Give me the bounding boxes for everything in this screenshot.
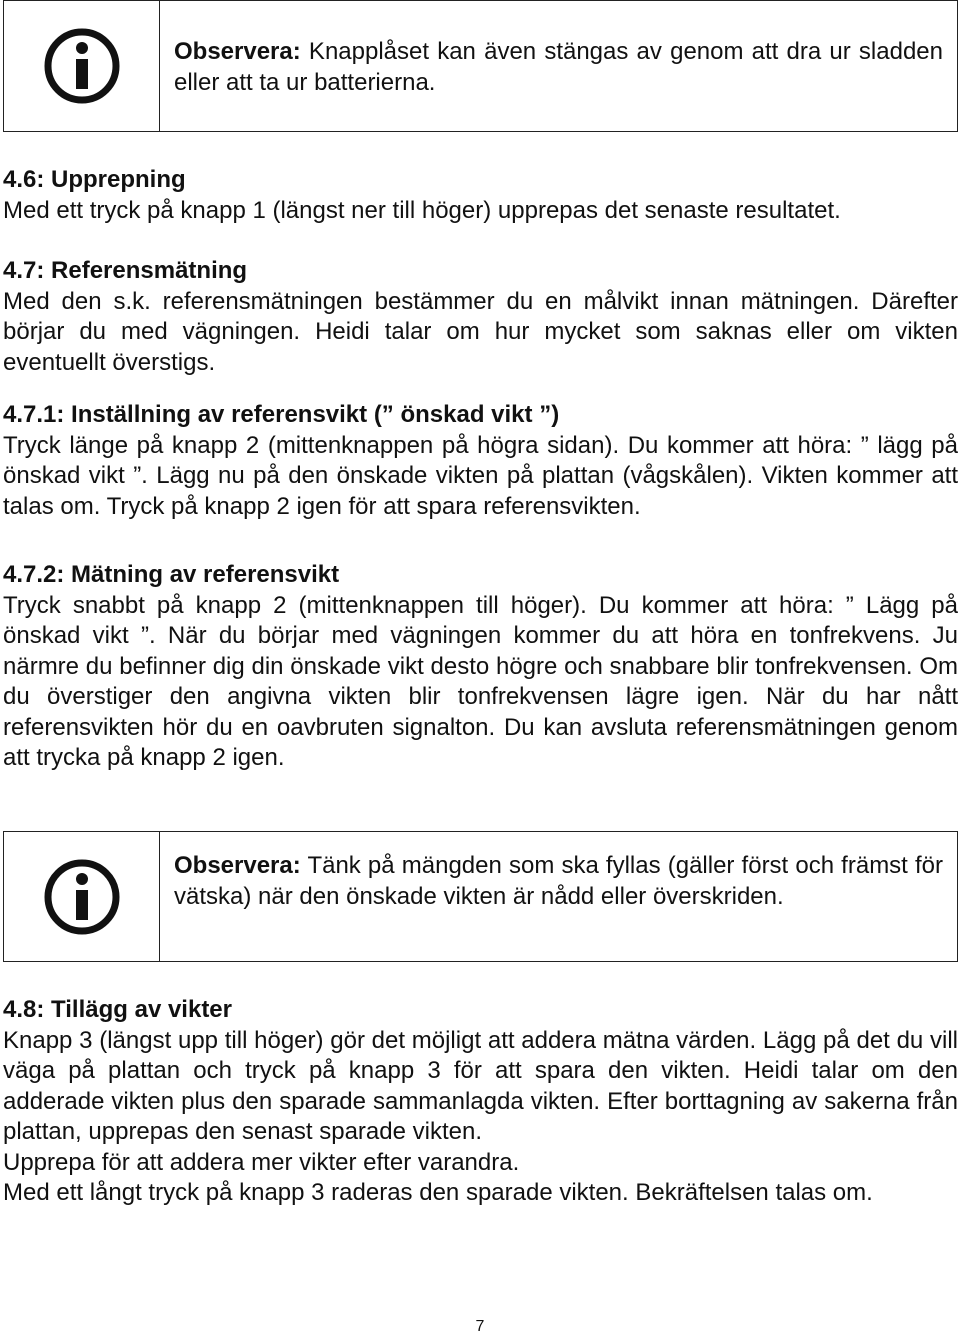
section-heading: 4.7.1: Inställning av referensvikt (” önskad vikt ”) xyxy=(3,401,560,428)
section-heading: 4.7.2: Mätning av referensvikt xyxy=(3,561,340,588)
note-body: Tänk på mängden som ska fyllas (gäller först och främst för vätska) när den önskade vikten är nådd eller överskriden. xyxy=(174,852,943,910)
section-heading: 4.6: Upprepning xyxy=(3,166,186,193)
page-number: 7 xyxy=(475,1318,485,1335)
note-text xyxy=(160,1,957,131)
section-body: Tryck snabbt på knapp 2 (mittenknappen till höger). Du kommer att höra: ” Lägg på önskad vikt ”. När du börjar med vägningen kommer du att höra en tonfrekvens. Ju närmre du befinner dig din önskade vikt desto högre och snabbare blir tonfrekvensen. Om du överstiger den angivna vikten blir tonfrekvensen lägre igen. När du har nått referensvikten hör du en oavbruten signalton. Du kan avsluta referensmätningen genom att trycka på knapp 2 igen. xyxy=(3,591,958,771)
section-body: Tryck länge på knapp 2 (mittenknappen på högra sidan). Du kommer att höra: ” lägg på önskad vikt ”. Lägg nu på den önskade vikten på plattan (vågskålen). Vikten kommer att talas om. Tryck på knapp 2 igen för att spara referensvikten. xyxy=(3,431,958,520)
section-body: Med ett tryck på knapp 1 (längst ner till höger) upprepas det senaste resultatet. xyxy=(3,196,841,224)
note-body: Knapplåset kan även stängas av genom att dra ur sladden eller att ta ur batterierna. xyxy=(174,38,943,96)
note-icon-cell xyxy=(4,832,160,961)
section-line: Upprepa för att addera mer vikter efter varandra. xyxy=(3,1148,520,1176)
section-line: Med ett långt tryck på knapp 3 raderas den sparade vikten. Bekräftelsen talas om. xyxy=(3,1179,873,1206)
note-box-quantity xyxy=(3,831,958,962)
note-label: Observera: xyxy=(174,38,301,65)
section-4-6 xyxy=(3,165,958,226)
section-heading: 4.8: Tillägg av vikter xyxy=(3,996,232,1023)
info-icon xyxy=(42,857,122,937)
section-4-8 xyxy=(3,995,958,1209)
section-4-7-1 xyxy=(3,400,958,522)
note-box-keylock xyxy=(3,0,958,132)
note-text xyxy=(160,832,957,961)
section-4-7 xyxy=(3,256,958,378)
section-body: Med den s.k. referensmätningen bestämmer du en målvikt innan mätningen. Därefter börjar du med vägningen. Heidi talar om hur mycket som saknas eller om vikten eventuellt överstigs. xyxy=(3,287,958,376)
section-heading: 4.7: Referensmätning xyxy=(3,257,248,284)
note-icon-cell xyxy=(4,1,160,131)
section-body: Knapp 3 (längst upp till höger) gör det möjligt att addera mätna värden. Lägg på det du vill väga på plattan och tryck på knapp 3 för att spara den vikten. Heidi talar om den adderade vikten plus den sparade sammanlagda vikten. Efter borttagning av sakerna från plattan, upprepas den senast sparade vikten. xyxy=(3,1026,958,1145)
info-icon xyxy=(42,26,122,106)
section-4-7-2 xyxy=(3,560,958,774)
note-label: Observera: xyxy=(174,852,301,879)
